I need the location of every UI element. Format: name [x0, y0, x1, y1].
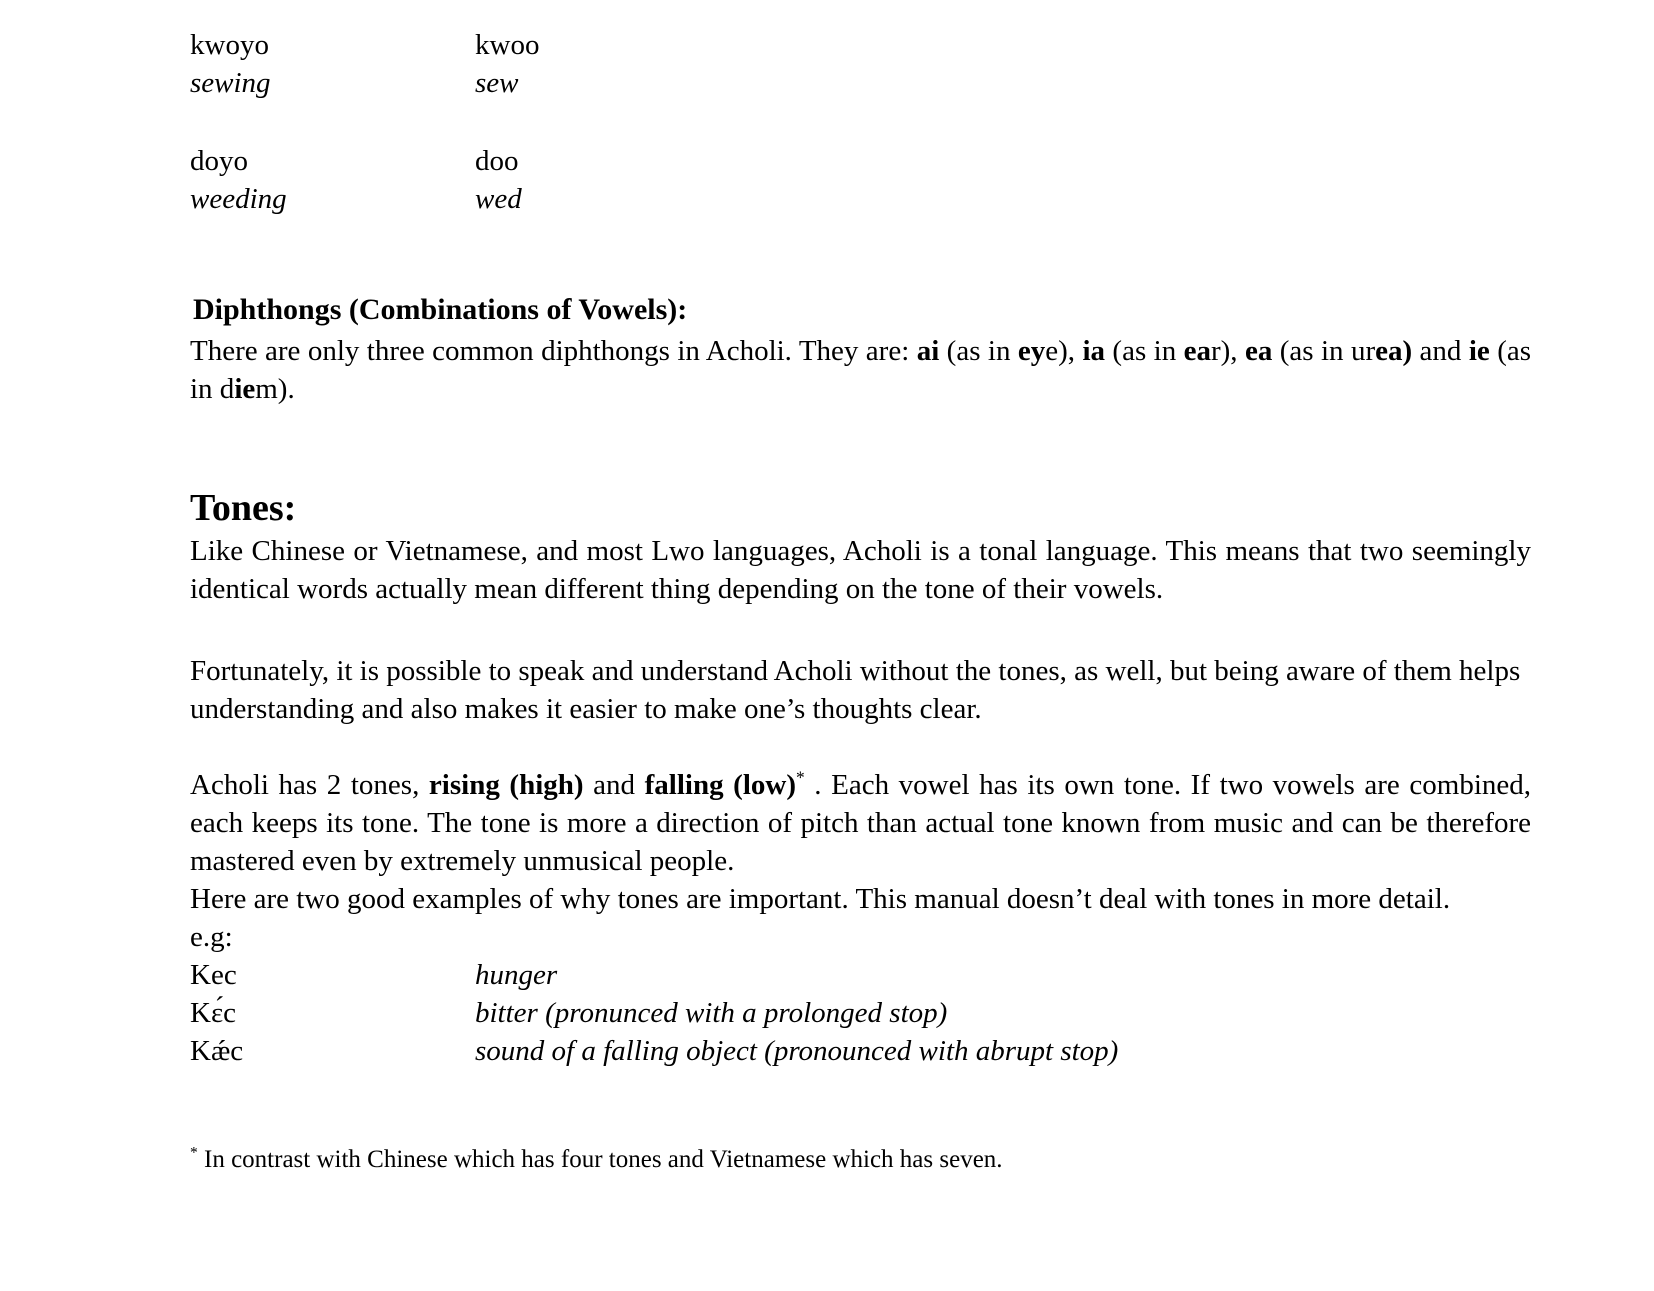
- english-gloss: hunger: [475, 959, 558, 991]
- acholi-word: Kec: [190, 959, 237, 991]
- tones-paragraph-2: Fortunately, it is possible to speak and understand Acholi without the tones, as well, but being aware of them helps understanding and also makes it easier to make one’s thoughts clear.: [190, 655, 1521, 725]
- word-pair-cell: [190, 142, 475, 218]
- acholi-word: kwoo: [475, 29, 540, 61]
- eg-label: e.g:: [190, 921, 233, 953]
- page-content: [190, 0, 1531, 1176]
- footnote: [190, 1144, 1531, 1176]
- tones-paragraph-1: Like Chinese or Vietnamese, and most Lwo languages, Acholi is a tonal language. This means that two seemingly identical words actually mean different thing depending on the tone of their vowels.: [190, 535, 1531, 605]
- tone-example-row: [190, 956, 1531, 994]
- acholi-word: Kǽc: [190, 1035, 244, 1067]
- word-pair-row: [190, 142, 1531, 218]
- word-pair-cell: [190, 26, 475, 102]
- acholi-word: Kɛ́c: [190, 997, 236, 1029]
- english-gloss: bitter (pronunced with a prolonged stop): [475, 997, 948, 1029]
- acholi-word: doyo: [190, 145, 248, 177]
- acholi-word: doo: [475, 145, 519, 177]
- word-pair-cell: [475, 26, 1531, 102]
- footnote-text: In contrast with Chinese which has four tones and Vietnamese which has seven.: [197, 1146, 1003, 1173]
- tones-paragraph-3: Acholi has 2 tones, rising (high) and falling (low)* . Each vowel has its own tone. If two vowels are combined, each keeps its tone. The tone is more a direction of pitch than actual tone known from music and can be therefore mastered even by extremely unmusical people.: [190, 767, 1532, 877]
- tones-paragraph-4: Here are two good examples of why tones are important. This manual doesn’t deal with tones in more detail.: [190, 883, 1451, 915]
- english-gloss: wed: [475, 183, 522, 215]
- tone-examples: [190, 956, 1531, 1070]
- tone-example-row: [190, 1032, 1531, 1070]
- english-gloss: weeding: [190, 183, 287, 215]
- tone-example-row: [190, 994, 1531, 1032]
- english-gloss: sound of a falling object (pronounced with abrupt stop): [475, 1035, 1119, 1067]
- english-gloss: sewing: [190, 67, 271, 99]
- vowel-length-example-pairs: [190, 26, 1531, 218]
- footnote-marker: *: [190, 1144, 198, 1162]
- tones-heading: Tones:: [190, 487, 297, 529]
- acholi-word: kwoyo: [190, 29, 269, 61]
- diphthongs-heading: Diphthongs (Combinations of Vowels):: [193, 293, 688, 326]
- word-pair-cell: [475, 142, 1531, 218]
- diphthongs-paragraph: There are only three common diphthongs in Acholi. They are: ai (as in eye), ia (as in ear), ea (as in urea) and ie (as in diem).: [190, 335, 1532, 405]
- word-pair-row: [190, 26, 1531, 102]
- english-gloss: sew: [475, 67, 519, 99]
